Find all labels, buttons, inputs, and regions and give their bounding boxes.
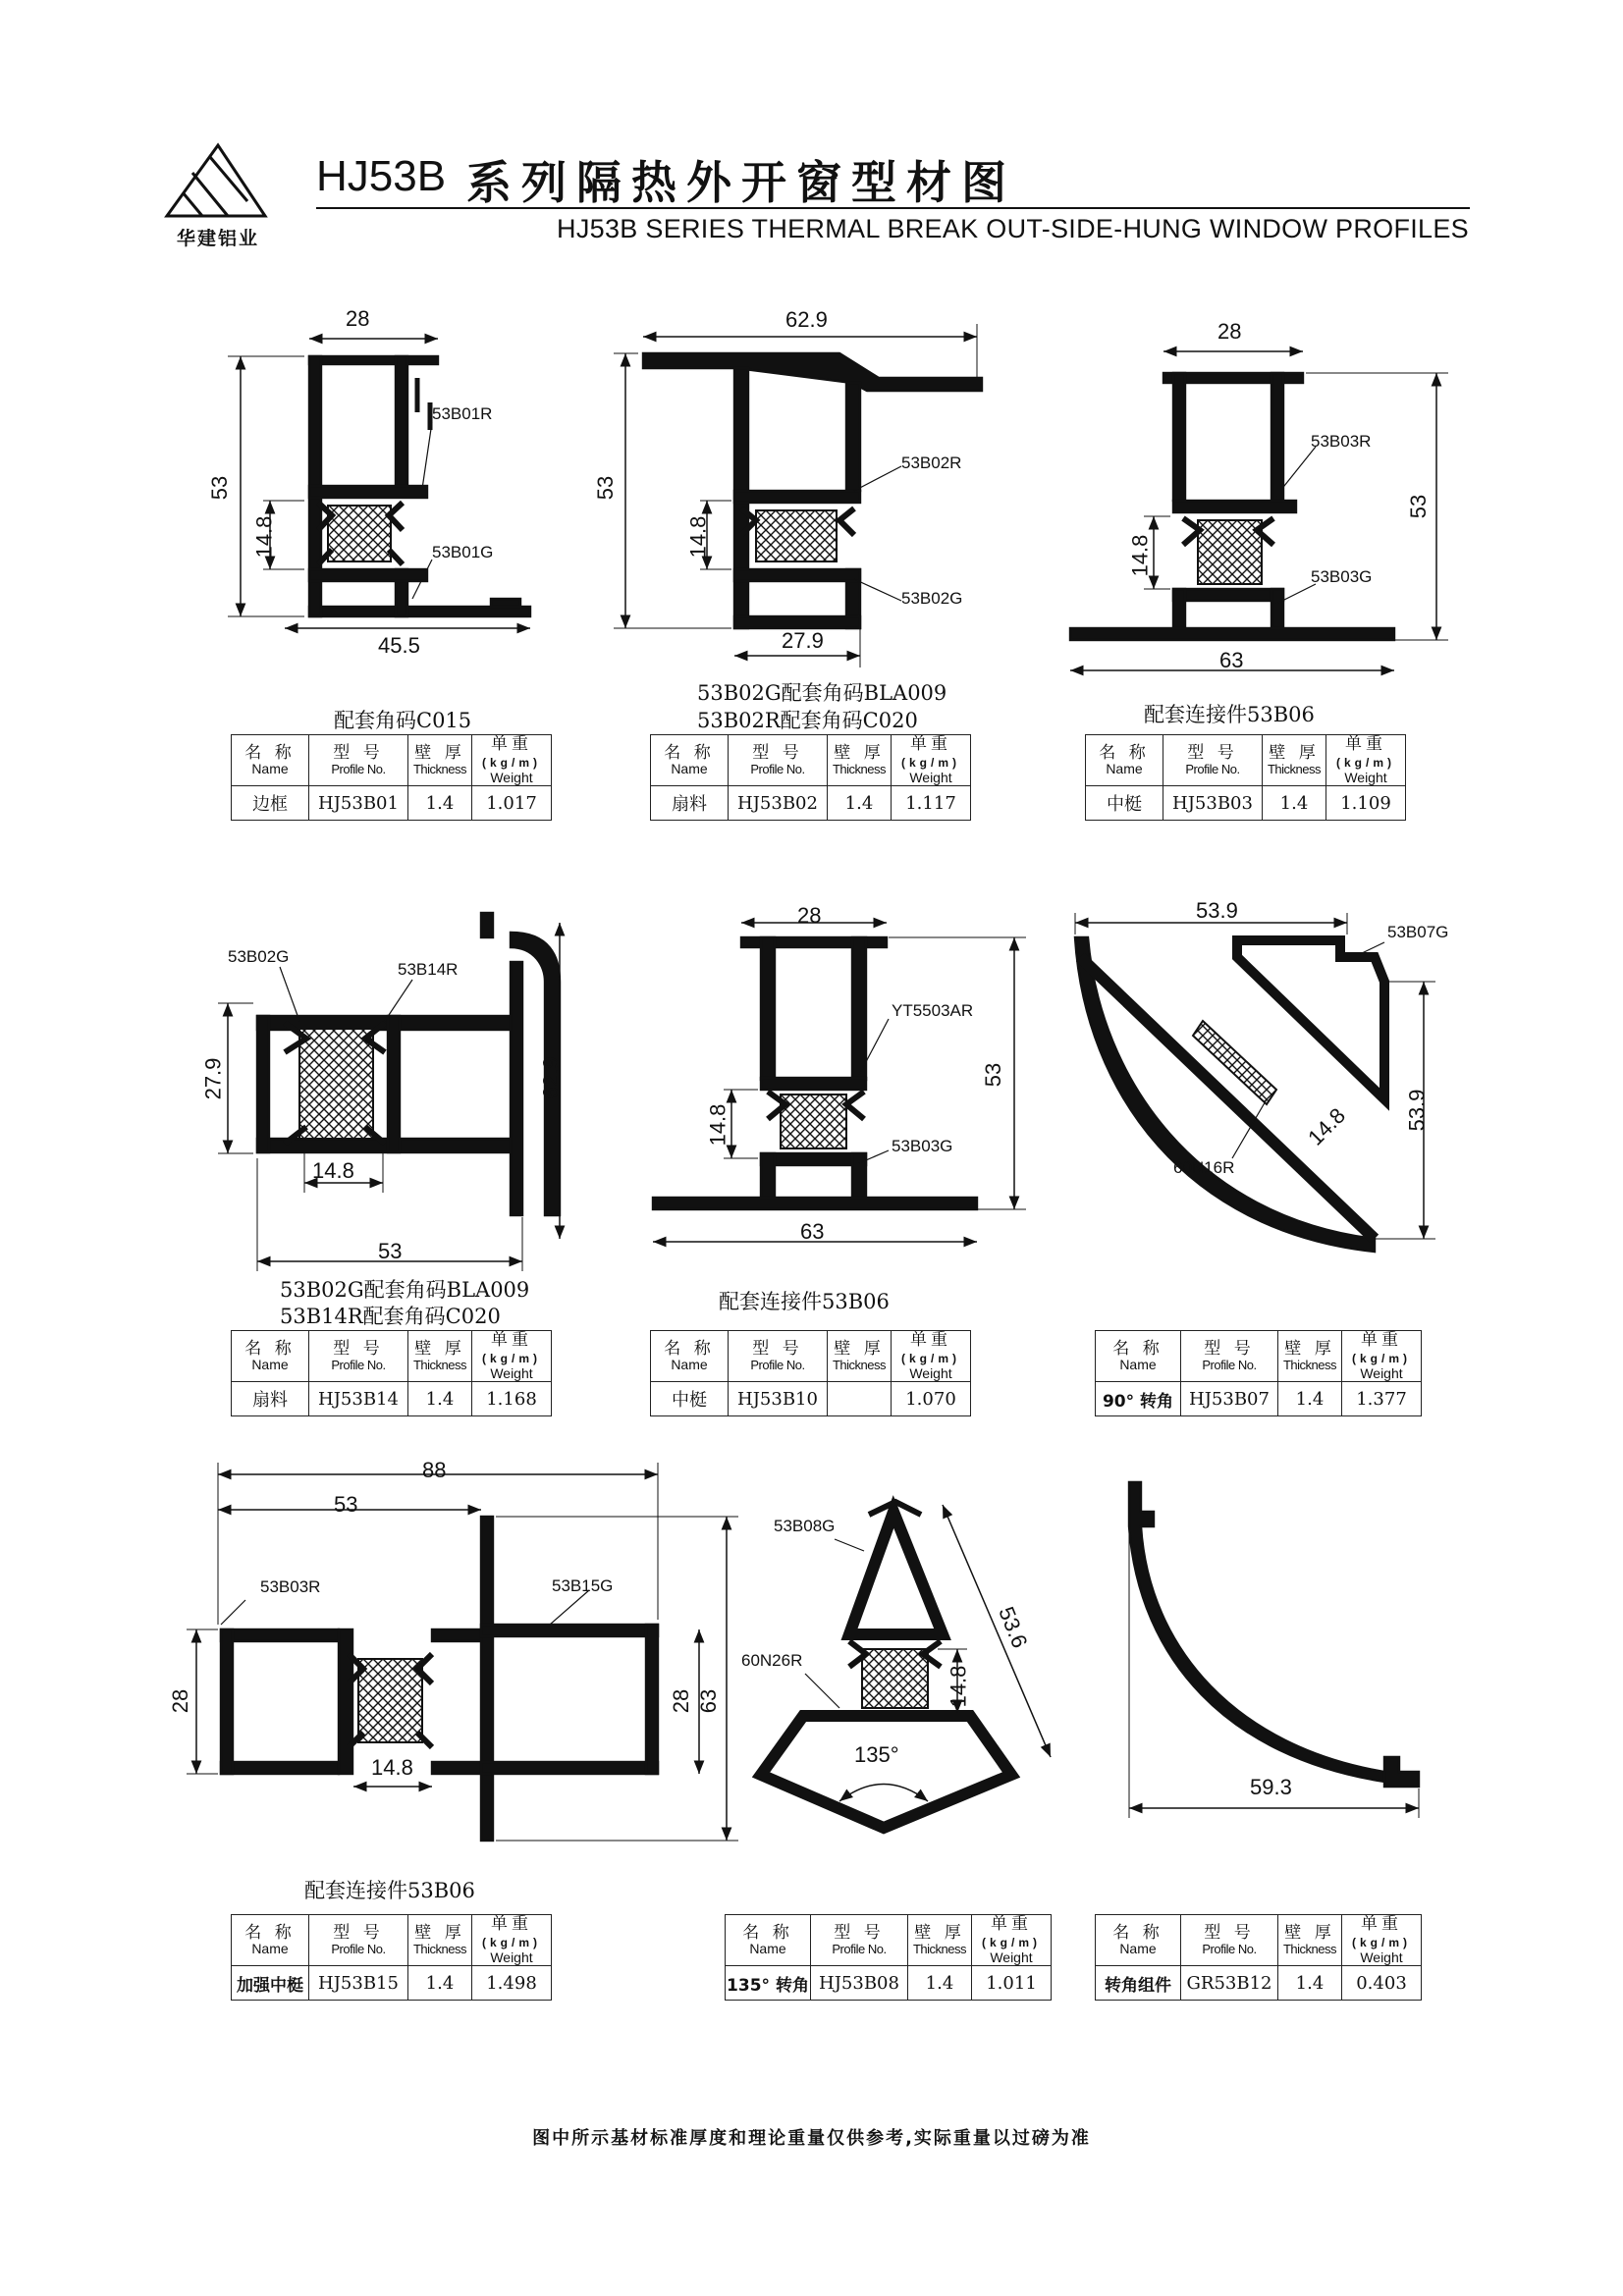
thickness-cell [828, 1382, 892, 1416]
table-header-label: 壁 厚 [834, 1339, 885, 1359]
table-header-label: Weight [1344, 770, 1387, 785]
table-header-cell [232, 1915, 309, 1966]
spec-table-hj53b14 [231, 1330, 552, 1416]
weight-cell: 1.168 [472, 1382, 552, 1416]
dim-label: 14.8 [371, 1755, 413, 1780]
caption-line: 配套连接件53B06 [719, 1290, 890, 1313]
table-header-label: 名 称 [664, 743, 715, 763]
table-header-label: 壁 厚 [414, 743, 465, 763]
table-header-label: 壁 厚 [1269, 743, 1320, 763]
name-cell: 转角组件 [1096, 1966, 1181, 2001]
table-header-label: Thickness [912, 1942, 967, 1956]
table-header-cell [1326, 735, 1406, 786]
caption-line: 配套连接件53B06 [1144, 703, 1315, 726]
dim-label: 14.8 [946, 1665, 971, 1708]
table-header-label: 壁 厚 [414, 1339, 465, 1359]
table-header-label: 单重 [910, 734, 951, 754]
table-header-label [472, 1331, 551, 1366]
dim-label: 59.3 [1250, 1775, 1292, 1799]
table-header-cell [232, 735, 309, 786]
table-header-label: (kg/m) [901, 756, 960, 770]
table-header-cell [908, 1915, 972, 1966]
weight-cell: 1.498 [472, 1966, 552, 2001]
table-header-label [892, 1331, 970, 1366]
table-header-label: Name [671, 1357, 708, 1372]
table-header-label: Thickness [1267, 762, 1322, 776]
table-header-label: 名 称 [742, 1923, 793, 1943]
table-header-label: Profile No. [1185, 762, 1240, 776]
profile-no-cell: HJ53B03 [1163, 786, 1263, 821]
weight-cell: 1.377 [1342, 1382, 1422, 1416]
table-header-label: 名 称 [244, 1339, 296, 1359]
part-tag: 53B14R [398, 960, 459, 979]
table-header-cell [408, 1915, 472, 1966]
dim-label: 53 [593, 475, 619, 501]
thickness-cell: 1.4 [1263, 786, 1326, 821]
table-header-label: 型 号 [333, 743, 384, 763]
dim-label: 62.9 [785, 307, 828, 332]
series-code: HJ53B [316, 152, 447, 200]
weight-cell: 1.117 [892, 786, 971, 821]
table-header-label: 型 号 [1204, 1339, 1255, 1359]
table-header-label: Name [671, 761, 708, 776]
part-tag: 60N26R [741, 1651, 803, 1670]
table-header-cell [1263, 735, 1326, 786]
table-header-cell [472, 1331, 552, 1382]
table-header-label: Weight [490, 770, 533, 785]
table-header-label: 型 号 [333, 1923, 384, 1943]
table-header-label: 单重 [491, 1914, 532, 1934]
profile-no-cell: HJ53B02 [729, 786, 828, 821]
table-header-label: 名 称 [1099, 743, 1150, 763]
part-tag: 53B02G [901, 589, 963, 608]
table-header-label: Name [1106, 761, 1143, 776]
table-header-label: (kg/m) [901, 1352, 960, 1365]
part-tag: 53B01R [432, 404, 493, 423]
dim-label: 14.8 [1127, 534, 1153, 577]
drawing-hj53b08 [761, 1502, 1051, 1828]
table-header-label: Name [1119, 1357, 1157, 1372]
table-header-cell [309, 735, 408, 786]
weight-cell: 1.109 [1326, 786, 1406, 821]
table-header-label: 单重 [491, 1330, 532, 1350]
dim-label: 53 [207, 475, 233, 501]
caption-line: 53B02G配套角码BLA009 [697, 681, 947, 705]
spec-table-gr53b12 [1095, 1914, 1422, 2001]
table-header-label: Weight [490, 1365, 533, 1381]
table-header-label: Profile No. [1202, 1358, 1257, 1372]
drawing-hj53b02 [614, 324, 982, 667]
profile-no-cell: GR53B12 [1181, 1966, 1278, 2001]
table-header-label: Name [1119, 1941, 1157, 1956]
table-header-cell [1181, 1331, 1278, 1382]
table-header-label: 名 称 [664, 1339, 715, 1359]
dim-label: 45.5 [378, 633, 420, 658]
table-header-cell [828, 1331, 892, 1382]
weight-cell: 0.403 [1342, 1966, 1422, 2001]
dim-label: 14.8 [705, 1103, 730, 1147]
table-header-label: Weight [909, 770, 952, 785]
thickness-cell: 1.4 [1278, 1382, 1342, 1416]
profile-no-cell: HJ53B08 [811, 1966, 908, 2001]
drawing-hj53b03 [1070, 351, 1448, 670]
dim-label: 63 [1219, 648, 1244, 672]
table-header-label: 单重 [1361, 1914, 1402, 1934]
table-header-cell [651, 1331, 729, 1382]
table-header-cell [1342, 1915, 1422, 1966]
table-header-cell [472, 735, 552, 786]
table-header-label: Weight [490, 1949, 533, 1965]
table-header-label: Profile No. [750, 762, 805, 776]
table-header-label: Name [251, 761, 289, 776]
caption-line: 53B14R配套角码C020 [280, 1305, 501, 1328]
dim-label: 63 [800, 1219, 825, 1244]
table-header-label: 型 号 [752, 743, 803, 763]
table-header-cell [1278, 1915, 1342, 1966]
table-header-label: 型 号 [834, 1923, 885, 1943]
company-logo-icon [167, 145, 265, 216]
spec-table-hj53b10 [650, 1330, 971, 1416]
name-cell: 扇料 [232, 1382, 309, 1416]
name-cell: 90° 转角 [1096, 1382, 1181, 1416]
footer-note: 图中所示基材标准厚度和理论重量仅供参考,实际重量以过磅为准 [532, 2128, 1091, 2149]
table-header-label [972, 1915, 1051, 1950]
part-tag: 60N16R [1173, 1158, 1235, 1177]
dim-label: 14.8 [1303, 1102, 1351, 1150]
table-header-cell [1086, 735, 1163, 786]
thickness-cell: 1.4 [408, 1966, 472, 2001]
table-header-label: Weight [990, 1949, 1033, 1965]
drawing-hj53b10 [653, 923, 1026, 1242]
table-header-label: 单重 [991, 1914, 1032, 1934]
dim-label: 28 [168, 1688, 193, 1714]
page-title-en: HJ53B SERIES THERMAL BREAK OUT-SIDE-HUNG WINDOW PROFILES [557, 214, 1469, 243]
table-header-label: 型 号 [333, 1339, 384, 1359]
table-header-label: (kg/m) [482, 1936, 541, 1949]
table-header-cell [472, 1915, 552, 1966]
table-header-label: 壁 厚 [414, 1923, 465, 1943]
dim-label: 135° [854, 1742, 899, 1767]
table-header-label: Thickness [1282, 1942, 1337, 1956]
table-header-label: 名 称 [1112, 1923, 1163, 1943]
table-header-cell [1342, 1331, 1422, 1382]
table-header-cell [651, 735, 729, 786]
table-header-cell [232, 1331, 309, 1382]
dim-label: 63 [696, 1688, 722, 1714]
table-header-label: Name [251, 1357, 289, 1372]
profile-no-cell: HJ53B10 [729, 1382, 828, 1416]
table-header-label: Weight [1360, 1949, 1403, 1965]
table-header-label: Profile No. [750, 1358, 805, 1372]
table-header-label: 名 称 [244, 743, 296, 763]
table-header-label: Thickness [832, 1358, 887, 1372]
table-header-label: Thickness [412, 762, 467, 776]
part-tag: 53B03G [892, 1137, 953, 1155]
dim-label: 53.6 [994, 1603, 1033, 1652]
table-header-label: Profile No. [331, 1942, 386, 1956]
dim-label: 28 [797, 903, 822, 928]
table-header-cell [811, 1915, 908, 1966]
name-cell: 中梃 [1086, 786, 1163, 821]
thickness-cell: 1.4 [828, 786, 892, 821]
weight-cell: 1.011 [972, 1966, 1052, 2001]
dim-label: 53 [981, 1062, 1006, 1088]
table-header-cell [309, 1331, 408, 1382]
table-header-cell [729, 1331, 828, 1382]
table-header-label: Thickness [1282, 1358, 1337, 1372]
table-header-cell [408, 735, 472, 786]
spec-table-hj53b01 [231, 734, 552, 821]
caption-line: 53B02R配套角码C020 [697, 709, 918, 732]
caption-line: 53B02G配套角码BLA009 [280, 1278, 530, 1302]
name-cell: 135° 转角 [726, 1966, 811, 2001]
dim-label: 27.9 [200, 1057, 226, 1100]
table-header-label: 壁 厚 [1284, 1339, 1335, 1359]
table-header-label: 单重 [491, 734, 532, 754]
profile-no-cell: HJ53B14 [309, 1382, 408, 1416]
table-header-cell [1096, 1915, 1181, 1966]
table-header-cell [1096, 1331, 1181, 1382]
table-header-cell [408, 1331, 472, 1382]
part-tag: 53B03G [1311, 567, 1373, 586]
drawing-gr53b12 [1129, 1482, 1419, 1818]
name-cell: 加强中梃 [232, 1966, 309, 2001]
table-header-label [472, 735, 551, 771]
table-header-label: (kg/m) [482, 756, 541, 770]
table-header-cell [1278, 1331, 1342, 1382]
caption-line: 配套角码C015 [334, 709, 472, 732]
table-header-label: Thickness [412, 1942, 467, 1956]
table-header-label: 名 称 [1112, 1339, 1163, 1359]
dim-label: 53 [334, 1492, 358, 1517]
table-header-label: Profile No. [1202, 1942, 1257, 1956]
table-header-cell [729, 735, 828, 786]
table-header-label [1342, 1331, 1421, 1366]
thickness-cell: 1.4 [408, 1382, 472, 1416]
drawing-hj53b01 [228, 339, 530, 628]
part-tag: 53B03R [260, 1577, 321, 1596]
table-header-label: Weight [1360, 1365, 1403, 1381]
drawing-hj53b15 [187, 1463, 738, 1841]
thickness-cell: 1.4 [1278, 1966, 1342, 2001]
thickness-cell: 1.4 [908, 1966, 972, 2001]
dim-label: 14.8 [251, 515, 277, 559]
spec-table-hj53b07 [1095, 1330, 1422, 1416]
table-header-label: Profile No. [832, 1942, 887, 1956]
table-header-label: Weight [909, 1365, 952, 1381]
table-header-label: (kg/m) [1336, 756, 1395, 770]
part-tag: 53B08G [774, 1517, 836, 1535]
name-cell: 边框 [232, 786, 309, 821]
table-header-label: (kg/m) [1352, 1936, 1411, 1949]
table-header-label: Profile No. [331, 1358, 386, 1372]
table-header-label: (kg/m) [982, 1936, 1041, 1949]
spec-table-hj53b02 [650, 734, 971, 821]
dim-label: 53.9 [1196, 898, 1238, 923]
table-header-cell [892, 735, 971, 786]
table-header-label: 型 号 [1204, 1923, 1255, 1943]
dim-label: 28 [1217, 319, 1242, 344]
part-tag: 53B07G [1387, 923, 1449, 941]
dim-label: 14.8 [685, 515, 711, 559]
table-header-label: 单重 [910, 1330, 951, 1350]
name-cell: 中梃 [651, 1382, 729, 1416]
dim-label: 28 [346, 306, 370, 331]
table-header-label: Profile No. [331, 762, 386, 776]
spec-table-hj53b15 [231, 1914, 552, 2001]
table-header-cell [726, 1915, 811, 1966]
table-header-label: Name [749, 1941, 786, 1956]
part-tag: 53B01G [432, 543, 494, 561]
part-tag: 53B03R [1311, 432, 1372, 451]
profile-no-cell: HJ53B07 [1181, 1382, 1278, 1416]
drawing-hj53b07 [1075, 913, 1435, 1252]
table-header-label: (kg/m) [482, 1352, 541, 1365]
dim-label: 53 [1406, 494, 1432, 519]
weight-cell: 1.017 [472, 786, 552, 821]
part-tag: 53B02R [901, 454, 962, 472]
table-header-label [892, 735, 970, 771]
part-tag: 53B15G [552, 1576, 614, 1595]
table-header-label [1342, 1915, 1421, 1950]
dim-label: 14.8 [312, 1158, 354, 1183]
table-header-cell [309, 1915, 408, 1966]
table-header-cell [1163, 735, 1263, 786]
table-header-label: 型 号 [752, 1339, 803, 1359]
table-header-label: 单重 [1345, 734, 1386, 754]
profile-no-cell: HJ53B01 [309, 786, 408, 821]
spec-table-hj53b03 [1085, 734, 1406, 821]
dim-label: 88 [422, 1458, 447, 1482]
table-header-label: 单重 [1361, 1330, 1402, 1350]
spec-table-hj53b08 [725, 1914, 1052, 2001]
brand-name: 华建铝业 [176, 228, 259, 249]
dim-label: 27.9 [782, 628, 824, 653]
dim-label: 53 [378, 1239, 403, 1263]
weight-cell: 1.070 [892, 1382, 971, 1416]
table-header-label: (kg/m) [1352, 1352, 1411, 1365]
name-cell: 扇料 [651, 786, 729, 821]
table-header-label: 壁 厚 [834, 743, 885, 763]
table-header-label: 壁 厚 [1284, 1923, 1335, 1943]
table-header-label: Thickness [412, 1358, 467, 1372]
dim-label: 53.9 [1404, 1089, 1430, 1132]
table-header-label: 壁 厚 [914, 1923, 965, 1943]
table-header-cell [892, 1331, 971, 1382]
table-header-cell [1181, 1915, 1278, 1966]
table-header-label: Name [251, 1941, 289, 1956]
table-header-label: 名 称 [244, 1923, 296, 1943]
table-header-label [472, 1915, 551, 1950]
table-header-label: Thickness [832, 762, 887, 776]
dim-label: 62.9 [538, 1056, 564, 1099]
caption-line: 配套连接件53B06 [304, 1879, 475, 1902]
table-header-cell [972, 1915, 1052, 1966]
part-tag: YT5503AR [892, 1001, 974, 1020]
table-header-label [1326, 735, 1405, 771]
profile-no-cell: HJ53B15 [309, 1966, 408, 2001]
table-header-cell [828, 735, 892, 786]
dim-label: 28 [669, 1688, 694, 1714]
part-tag: 53B02G [228, 947, 290, 966]
thickness-cell: 1.4 [408, 786, 472, 821]
table-header-label: 型 号 [1187, 743, 1238, 763]
page-title-cn: 系列隔热外开窗型材图 [466, 156, 1016, 209]
